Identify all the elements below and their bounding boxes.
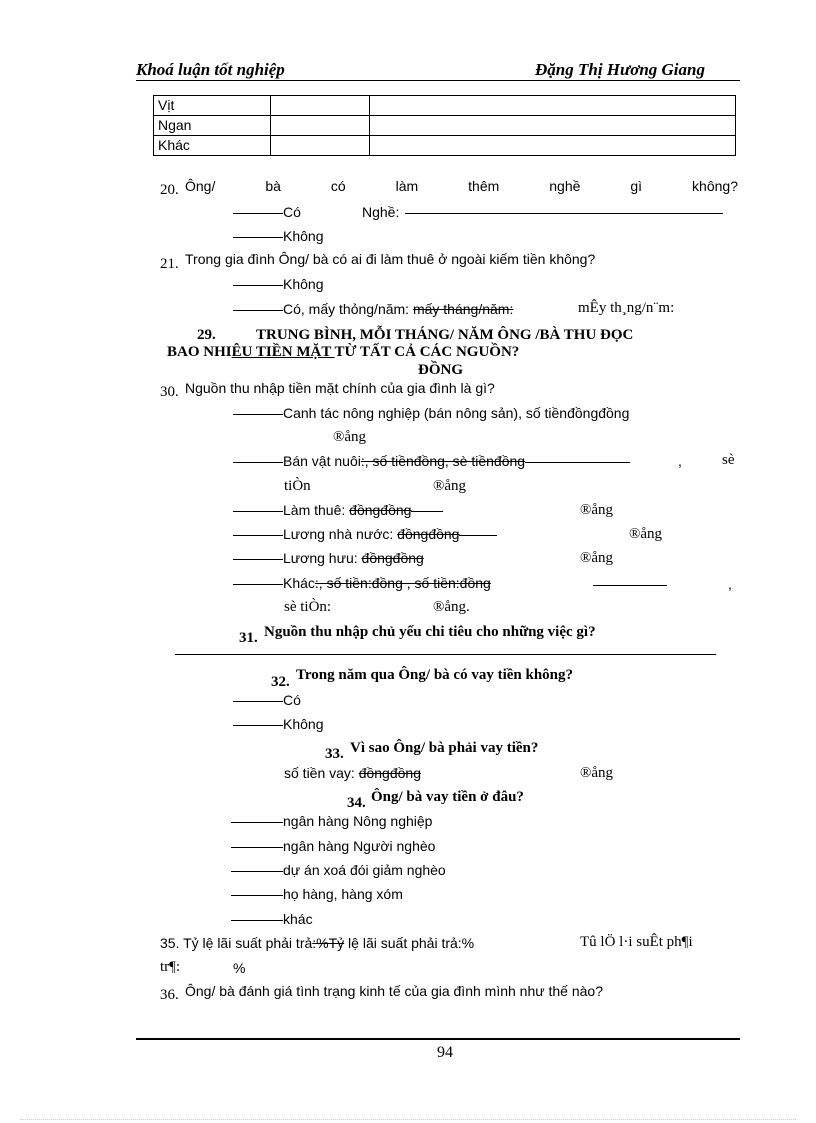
- q36-question: Ông/ bà đánh giá tình trạng kinh tế của gia đình mình như thế nào?: [185, 983, 604, 999]
- q34-option[interactable]: ngân hàng Nông nghiệp: [231, 813, 432, 829]
- table-cell: Ngan: [154, 116, 271, 136]
- table-row: [154, 116, 736, 136]
- q20-nghe-field[interactable]: Nghề:: [362, 204, 723, 220]
- q21-garbled: mÊy th¸ng/n¨m:: [578, 300, 675, 316]
- q33-unit: ®ång: [580, 765, 614, 781]
- q30-option-salary[interactable]: Lương nhà nước: đồngđồng: [233, 526, 497, 542]
- page-edge-divider: [20, 1119, 796, 1120]
- page-number: 94: [437, 1044, 453, 1061]
- q30-option-livestock[interactable]: Bán vật nuôi:, số tiềnđồng, sè tiềnđồng: [233, 453, 630, 469]
- q34-option[interactable]: họ hàng, hàng xóm: [231, 886, 403, 902]
- table-cell: Vịt: [154, 96, 271, 116]
- q21-option-co[interactable]: Có, mấy thỏng/năm: mấy tháng/năm:: [233, 301, 513, 317]
- q35-line2-label: tr¶:: [160, 959, 181, 975]
- q34-option[interactable]: ngân hàng Người nghèo: [231, 838, 435, 854]
- q20-number: 20.: [160, 182, 179, 198]
- q30-other-blank: [593, 585, 667, 586]
- q30-other-unit: ®ång.: [433, 599, 470, 615]
- q33-number: 33.: [325, 746, 344, 762]
- livestock-table: [153, 95, 736, 156]
- q30-farming-unit: ®ång: [333, 429, 367, 445]
- q32-number: 32.: [271, 674, 290, 690]
- q30-option-farming[interactable]: Canh tác nông nghiệp (bán nông sản), số tiềnđồngđồng: [233, 405, 629, 421]
- q35-garbled: Tû lÖ l·i suÊt ph¶i: [580, 934, 693, 950]
- q30-livestock-tail: sè: [722, 452, 735, 468]
- q34-option[interactable]: khác: [231, 911, 313, 927]
- q35-question: 35. Tỷ lệ lãi suất phải trả:%Tỷ lệ lãi suất phải trả:%: [160, 935, 475, 951]
- q32-option-co[interactable]: Có: [233, 692, 301, 708]
- header-right: Đặng Thị Hương Giang: [535, 60, 705, 79]
- q34-question: Ông/ bà vay tiền ở đâu?: [371, 789, 524, 805]
- q21-question: Trong gia đình Ông/ bà có ai đi làm thuê ở ngoài kiếm tiền không?: [185, 251, 596, 267]
- q29-number: 29.: [197, 327, 216, 343]
- q30-hired-unit: ®ång: [580, 502, 614, 518]
- q30-pension-unit: ®ång: [580, 550, 614, 566]
- q31-question: Nguồn thu nhập chủ yếu chi tiêu cho những việc gì?: [264, 624, 596, 640]
- q21-number: 21.: [160, 256, 179, 272]
- q34-number: 34.: [347, 795, 366, 811]
- q30-livestock-line2: tiÒn: [284, 478, 311, 494]
- q29-line1: TRUNG BÌNH, MỖI THÁNG/ NĂM ÔNG /BÀ THU ĐỌC: [256, 327, 634, 343]
- q30-livestock-unit: ®ång: [433, 478, 467, 494]
- table-row: [154, 96, 736, 116]
- q30-option-other[interactable]: Khác:, số tiền:đồng , số tiền:đồng: [233, 575, 491, 591]
- q21-option-khong[interactable]: Không: [233, 276, 323, 292]
- q29-line3: ĐỒNG: [418, 362, 463, 378]
- q30-option-hired[interactable]: Làm thuê: đồngđồng: [233, 502, 443, 518]
- q30-livestock-comma: ,: [678, 453, 682, 469]
- q29-line2: BAO NHIÊU TIỀN MẶT TỪ TẤT CẢ CÁC NGUỒN?: [167, 344, 520, 360]
- q35-percent: %: [233, 960, 246, 976]
- table-cell: Khác: [154, 136, 271, 156]
- q30-other-line2: sè tiÒn:: [284, 599, 332, 615]
- q20-option-khong[interactable]: Không: [233, 228, 323, 244]
- footer-rule: [136, 1038, 740, 1040]
- q20-question: Ông/ bà có làm thêm nghề gì không?: [185, 178, 738, 194]
- q34-option[interactable]: dự án xoá đói giảm nghèo: [231, 862, 446, 878]
- header-rule: [136, 80, 740, 81]
- q30-salary-unit: ®ång: [629, 526, 663, 542]
- q30-question: Nguồn thu nhập tiền mặt chính của gia đình là gì?: [185, 380, 495, 396]
- header-left: Khoá luận tốt nghiệp: [136, 60, 285, 79]
- table-row: [154, 136, 736, 156]
- q30-other-comma: ,: [728, 576, 732, 592]
- q33-amount-field[interactable]: số tiền vay: đồngđồng: [284, 765, 421, 781]
- q32-question: Trong năm qua Ông/ bà có vay tiền không?: [296, 667, 574, 683]
- q30-number: 30.: [160, 384, 179, 400]
- q31-answer-line[interactable]: [175, 654, 716, 655]
- q36-number: 36.: [160, 987, 179, 1003]
- q32-option-khong[interactable]: Không: [233, 716, 323, 732]
- q30-option-pension[interactable]: Lương hưu: đồngđồng: [233, 550, 424, 566]
- q20-option-co[interactable]: Có: [233, 204, 301, 220]
- q33-question: Vì sao Ông/ bà phải vay tiền?: [350, 740, 539, 756]
- q31-number: 31.: [239, 630, 258, 646]
